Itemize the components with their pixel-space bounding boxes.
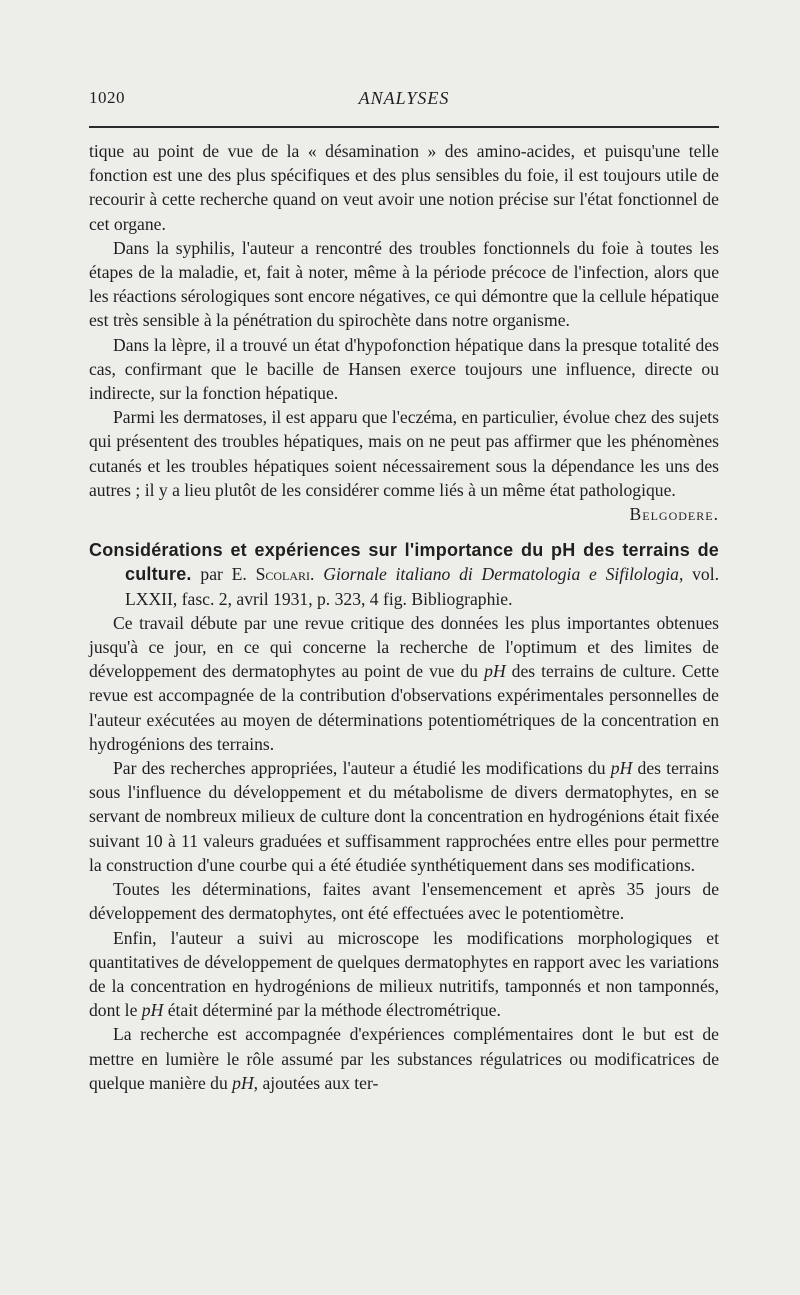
complementary-text-2: , ajoutées aux ter- (253, 1072, 379, 1093)
microscope-text-2: était déterminé par la méthode électrométrique. (163, 1000, 501, 1021)
header-rule (89, 126, 719, 128)
microscope-text-1: Enfin, l'auteur a suivi au microscope les modifications morphologiques et quantitatives de développement de quelques dermatophytes en rapport avec les variations de la concentration en hydrogénions de milieux nutritifs, tamponnés et non tamponnés, dont le (89, 927, 719, 1021)
paragraph-lepre: Dans la lèpre, il a trouvé un état d'hypofonction hépatique dans la presque totalité des cas, confirmant que le bacille de Hansen exerce toujours une influence, directe ou indirecte, sur la fonction hépatique. (89, 334, 719, 404)
paragraph-dermatoses: Parmi les dermatoses, il est apparu que l'eczéma, en particulier, évolue chez des sujets qui présentent des troubles hépatiques, mais on ne peut pas affirmer que les phénomènes cutanés et les troubles hépatiques soient nécessairement sous la dépendance les uns des autres ; il y a lieu plutôt de les considérer comme liés à un même état pathologique. (89, 407, 719, 500)
page-number: 1020 (89, 88, 125, 107)
review-intro-text-2: des terrains de culture. Cette revue est accompagnée de la contribution d'observations expérimentales personnelles de l'auteur exécutées au moyen de déterminations potentiométriques de la concentration en hydrogénions des terrains. (89, 661, 719, 754)
running-head (89, 88, 719, 114)
review-intro-text-1: Ce travail débute par une revue critique des données les plus importantes obtenues jusqu'à ce jour, en ce qui concerne la recherche de l'optimum et des limites de développement des dermatophytes au point de vue du (89, 612, 719, 682)
ph-term: pH (610, 758, 633, 779)
paragraph-continued: tique au point de vue de la « désamination » des amino-acides, et puisqu'une telle fonction est une des plus spécifiques et des plus sensibles du foie, il est toujours utile de recourir à cette recherche quand on veut avoir une notion précise sur l'état fonctionnel de cet organe. (89, 141, 719, 234)
running-title: ANALYSES (358, 88, 450, 108)
article-citation: , vol. LXXII, fasc. 2, avril 1931, p. 323, 4 fig. Bibliographie. (125, 564, 719, 609)
article-sep: . (310, 564, 324, 585)
ph-term: pH (141, 1000, 164, 1021)
paragraph-determinations: Toutes les déterminations, faites avant l'ensemencement et après 35 jours de développement des dermatophytes, ont été effectuées avec le potentiomètre. (89, 879, 719, 924)
article-heading (89, 538, 719, 611)
modifications-text-2: des terrains sous l'influence du développement et du métabolisme de divers dermatophytes, en se servant de nombreux milieux de culture dont la concentration en hydrogénions était fixée suivant 10 à 11 valeurs graduées et suffisamment rapprochées entre elles pour permettre la construction d'une courbe qui a été étudiée synthétiquement dans ses modifications. (89, 758, 719, 875)
article-author: Scolari (255, 564, 311, 585)
paragraph-complementary (89, 1022, 719, 1095)
modifications-text-1: Par des recherches appropriées, l'auteur a étudié les modifications du (113, 758, 611, 779)
article-title: Considérations et expériences sur l'importance du pH des terrains de culture. (89, 540, 719, 585)
complementary-text-1: La recherche est accompagnée d'expériences complémentaires dont le but est de mettre en lumière le rôle assumé par les substances régulatrices ou modificatrices de quelque manière du (89, 1024, 719, 1093)
article-journal: Giornale italiano di Dermatologia e Sifilologia (323, 564, 679, 585)
paragraph-review-intro (89, 611, 719, 756)
paragraph-microscope (89, 926, 719, 1023)
ph-term: pH (484, 661, 506, 682)
ph-term: pH (232, 1072, 254, 1093)
article-by: par E. (191, 564, 256, 585)
body-text (89, 139, 719, 1095)
reviewer-signature: Belgodere. (629, 504, 719, 525)
paragraph-syphilis: Dans la syphilis, l'auteur a rencontré des troubles fonctionnels du foie à toutes les étapes de la maladie, et, fait à noter, même à la période précoce de l'infection, alors que les réactions sérologiques sont encore négatives, ce qui démontre que la cellule hépatique est très sensible à la pénétration du spirochète dans notre organisme. (89, 237, 719, 331)
paragraph-modifications (89, 756, 719, 877)
